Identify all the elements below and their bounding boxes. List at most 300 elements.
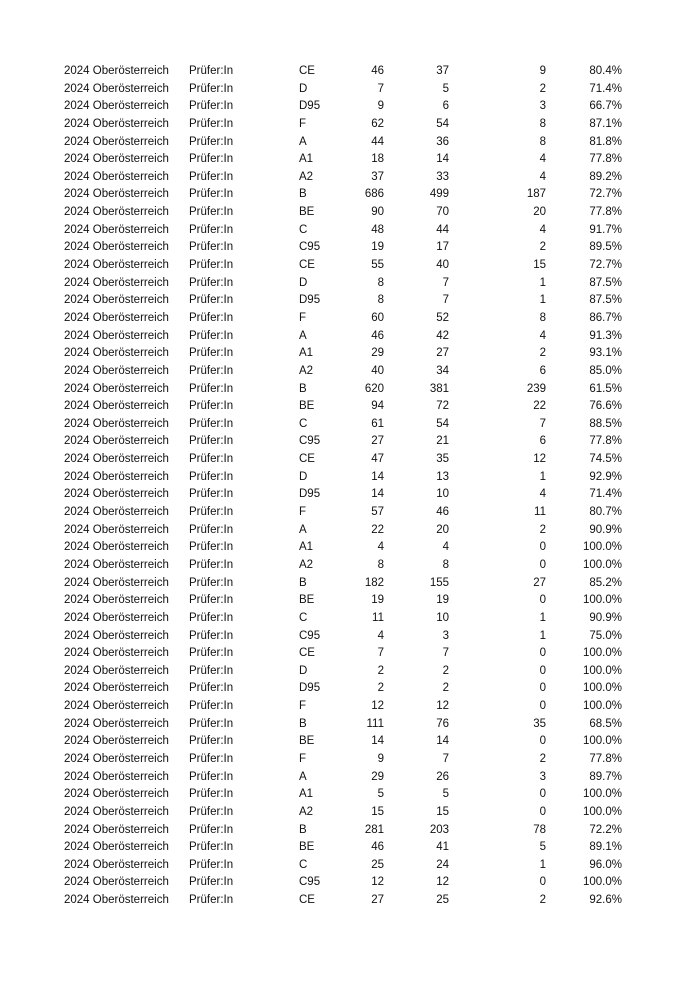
failed-count-cell: 6: [539, 364, 546, 377]
license-class-cell: F: [299, 700, 307, 713]
passed-count-cell: 40: [436, 259, 449, 272]
total-count-cell: 46: [371, 841, 384, 854]
year-region-cell: 2024 Oberösterreich: [64, 558, 169, 571]
failed-count-cell: 0: [539, 664, 546, 677]
pass-rate-cell: 100.0%: [582, 594, 622, 607]
pass-rate-cell: 80.7%: [589, 506, 622, 519]
total-count-cell: 281: [364, 823, 384, 836]
passed-count-cell: 7: [442, 294, 449, 307]
table-row: [64, 63, 624, 81]
failed-count-cell: 2: [539, 241, 546, 254]
failed-count-cell: 20: [533, 206, 546, 219]
pass-rate-cell: 76.6%: [589, 400, 622, 413]
failed-count-cell: 2: [539, 523, 546, 536]
year-region-cell: 2024 Oberösterreich: [64, 329, 169, 342]
pass-rate-cell: 72.7%: [589, 259, 622, 272]
license-class-cell: D: [299, 470, 308, 483]
license-class-cell: A2: [299, 558, 314, 571]
examiner-cell: Prüfer:In: [189, 241, 234, 254]
pass-rate-cell: 74.5%: [589, 453, 622, 466]
year-region-cell: 2024 Oberösterreich: [64, 241, 169, 254]
total-count-cell: 22: [371, 523, 384, 536]
table-row: [64, 169, 624, 187]
table-row: [64, 628, 624, 646]
total-count-cell: 47: [371, 453, 384, 466]
table-row: [64, 592, 624, 610]
failed-count-cell: 7: [539, 417, 546, 430]
failed-count-cell: 0: [539, 735, 546, 748]
year-region-cell: 2024 Oberösterreich: [64, 435, 169, 448]
table-row: [64, 381, 624, 399]
year-region-cell: 2024 Oberösterreich: [64, 65, 169, 77]
examiner-cell: Prüfer:In: [189, 664, 234, 677]
failed-count-cell: 0: [539, 788, 546, 801]
examiner-cell: Prüfer:In: [189, 770, 234, 783]
license-class-cell: A: [299, 329, 307, 342]
pass-rate-cell: 85.0%: [589, 364, 622, 377]
license-class-cell: A1: [299, 153, 314, 166]
pass-rate-cell: 91.7%: [589, 223, 622, 236]
table-row: [64, 81, 624, 99]
total-count-cell: 4: [377, 629, 384, 642]
examiner-cell: Prüfer:In: [189, 188, 234, 201]
pass-rate-cell: 87.5%: [589, 294, 622, 307]
year-region-cell: 2024 Oberösterreich: [64, 470, 169, 483]
pass-rate-cell: 90.9%: [589, 611, 622, 624]
passed-count-cell: 6: [442, 100, 449, 113]
total-count-cell: 29: [371, 770, 384, 783]
license-class-cell: BE: [299, 400, 315, 413]
license-class-cell: A2: [299, 364, 314, 377]
passed-count-cell: 37: [436, 65, 449, 77]
license-class-cell: BE: [299, 735, 315, 748]
pass-rate-cell: 100.0%: [582, 735, 622, 748]
total-count-cell: 182: [364, 576, 384, 589]
failed-count-cell: 4: [539, 223, 546, 236]
table-row: [64, 275, 624, 293]
table-row: [64, 257, 624, 275]
examiner-cell: Prüfer:In: [189, 629, 234, 642]
year-region-cell: 2024 Oberösterreich: [64, 841, 169, 854]
pass-rate-cell: 90.9%: [589, 523, 622, 536]
total-count-cell: 7: [377, 647, 384, 660]
examiner-cell: Prüfer:In: [189, 858, 234, 871]
examiner-cell: Prüfer:In: [189, 700, 234, 713]
year-region-cell: 2024 Oberösterreich: [64, 400, 169, 413]
passed-count-cell: 10: [436, 488, 449, 501]
table-row: [64, 98, 624, 116]
passed-count-cell: 12: [436, 700, 449, 713]
examiner-cell: Prüfer:In: [189, 135, 234, 148]
license-class-cell: A: [299, 135, 307, 148]
pass-rate-cell: 77.8%: [589, 206, 622, 219]
total-count-cell: 111: [366, 717, 384, 730]
passed-count-cell: 2: [442, 682, 449, 695]
license-class-cell: C: [299, 223, 308, 236]
year-region-cell: 2024 Oberösterreich: [64, 259, 169, 272]
license-class-cell: CE: [299, 894, 315, 907]
passed-count-cell: 54: [436, 117, 449, 130]
pass-rate-cell: 100.0%: [582, 541, 622, 554]
table-row: [64, 857, 624, 875]
table-row: [64, 292, 624, 310]
total-count-cell: 37: [371, 170, 384, 183]
table-row: [64, 398, 624, 416]
total-count-cell: 7: [377, 82, 384, 95]
table-row: [64, 345, 624, 363]
table-row: [64, 151, 624, 169]
examiner-cell: Prüfer:In: [189, 117, 234, 130]
license-class-cell: C: [299, 611, 308, 624]
passed-count-cell: 42: [436, 329, 449, 342]
pass-rate-cell: 88.5%: [589, 417, 622, 430]
license-class-cell: C95: [299, 629, 321, 642]
pass-rate-cell: 100.0%: [582, 682, 622, 695]
failed-count-cell: 3: [539, 770, 546, 783]
year-region-cell: 2024 Oberösterreich: [64, 541, 169, 554]
examiner-cell: Prüfer:In: [189, 82, 234, 95]
passed-count-cell: 13: [436, 470, 449, 483]
year-region-cell: 2024 Oberösterreich: [64, 294, 169, 307]
year-region-cell: 2024 Oberösterreich: [64, 135, 169, 148]
pass-rate-cell: 72.7%: [589, 188, 622, 201]
year-region-cell: 2024 Oberösterreich: [64, 506, 169, 519]
year-region-cell: 2024 Oberösterreich: [64, 700, 169, 713]
total-count-cell: 8: [377, 294, 384, 307]
pass-rate-cell: 61.5%: [589, 382, 622, 395]
total-count-cell: 62: [371, 117, 384, 130]
table-row: [64, 451, 624, 469]
year-region-cell: 2024 Oberösterreich: [64, 858, 169, 871]
pass-rate-cell: 86.7%: [589, 311, 622, 324]
examiner-cell: Prüfer:In: [189, 453, 234, 466]
year-region-cell: 2024 Oberösterreich: [64, 805, 169, 818]
license-class-cell: A2: [299, 170, 314, 183]
failed-count-cell: 12: [533, 453, 546, 466]
examiner-cell: Prüfer:In: [189, 541, 234, 554]
table-row: [64, 469, 624, 487]
examiner-cell: Prüfer:In: [189, 259, 234, 272]
year-region-cell: 2024 Oberösterreich: [64, 488, 169, 501]
failed-count-cell: 3: [539, 100, 546, 113]
total-count-cell: 27: [371, 435, 384, 448]
pass-rate-cell: 100.0%: [582, 700, 622, 713]
failed-count-cell: 1: [539, 858, 546, 871]
passed-count-cell: 20: [436, 523, 449, 536]
passed-count-cell: 34: [436, 364, 449, 377]
table-row: [64, 186, 624, 204]
passed-count-cell: 2: [442, 664, 449, 677]
year-region-cell: 2024 Oberösterreich: [64, 770, 169, 783]
pass-rate-cell: 93.1%: [589, 347, 622, 360]
license-class-cell: C: [299, 858, 308, 871]
table-row: [64, 310, 624, 328]
table-row: [64, 610, 624, 628]
license-class-cell: A1: [299, 788, 314, 801]
total-count-cell: 11: [372, 611, 384, 624]
passed-count-cell: 14: [436, 153, 449, 166]
failed-count-cell: 239: [526, 382, 546, 395]
year-region-cell: 2024 Oberösterreich: [64, 82, 169, 95]
table-row: [64, 786, 624, 804]
total-count-cell: 8: [377, 558, 384, 571]
passed-count-cell: 155: [429, 576, 449, 589]
total-count-cell: 2: [377, 682, 384, 695]
table-row: [64, 892, 624, 910]
examiner-cell: Prüfer:In: [189, 876, 234, 889]
passed-count-cell: 14: [436, 735, 449, 748]
year-region-cell: 2024 Oberösterreich: [64, 647, 169, 660]
year-region-cell: 2024 Oberösterreich: [64, 664, 169, 677]
passed-count-cell: 36: [436, 135, 449, 148]
total-count-cell: 14: [371, 488, 384, 501]
year-region-cell: 2024 Oberösterreich: [64, 276, 169, 289]
table-row: [64, 557, 624, 575]
failed-count-cell: 4: [539, 170, 546, 183]
total-count-cell: 61: [371, 417, 384, 430]
license-class-cell: CE: [299, 647, 315, 660]
license-class-cell: D95: [299, 488, 321, 501]
license-class-cell: B: [299, 823, 307, 836]
pass-rate-cell: 81.8%: [589, 135, 622, 148]
passed-count-cell: 17: [436, 241, 449, 254]
examiner-cell: Prüfer:In: [189, 294, 234, 307]
passed-count-cell: 8: [442, 558, 449, 571]
table-row: [64, 486, 624, 504]
pass-rate-cell: 87.5%: [589, 276, 622, 289]
total-count-cell: 55: [371, 259, 384, 272]
license-class-cell: B: [299, 382, 307, 395]
failed-count-cell: 8: [539, 117, 546, 130]
total-count-cell: 46: [371, 65, 384, 77]
passed-count-cell: 7: [442, 647, 449, 660]
total-count-cell: 46: [371, 329, 384, 342]
passed-count-cell: 27: [436, 347, 449, 360]
passed-count-cell: 33: [436, 170, 449, 183]
pass-rate-cell: 75.0%: [589, 629, 622, 642]
year-region-cell: 2024 Oberösterreich: [64, 153, 169, 166]
failed-count-cell: 187: [526, 188, 546, 201]
year-region-cell: 2024 Oberösterreich: [64, 453, 169, 466]
year-region-cell: 2024 Oberösterreich: [64, 717, 169, 730]
examiner-cell: Prüfer:In: [189, 594, 234, 607]
examiner-cell: Prüfer:In: [189, 364, 234, 377]
passed-count-cell: 44: [436, 223, 449, 236]
pass-rate-cell: 96.0%: [589, 858, 622, 871]
examiner-cell: Prüfer:In: [189, 206, 234, 219]
failed-count-cell: 0: [539, 805, 546, 818]
failed-count-cell: 15: [533, 259, 546, 272]
license-class-cell: F: [299, 506, 307, 519]
license-class-cell: C95: [299, 241, 321, 254]
pass-rate-cell: 72.2%: [589, 823, 622, 836]
examiner-cell: Prüfer:In: [189, 823, 234, 836]
license-class-cell: CE: [299, 259, 315, 272]
passed-count-cell: 46: [436, 506, 449, 519]
pass-rate-cell: 77.8%: [589, 435, 622, 448]
passed-count-cell: 499: [429, 188, 449, 201]
passed-count-cell: 5: [442, 788, 449, 801]
failed-count-cell: 5: [539, 841, 546, 854]
passed-count-cell: 25: [436, 894, 449, 907]
passed-count-cell: 26: [436, 770, 449, 783]
license-class-cell: C95: [299, 876, 321, 889]
total-count-cell: 4: [377, 541, 384, 554]
license-class-cell: C95: [299, 435, 321, 448]
license-class-cell: A: [299, 770, 307, 783]
failed-count-cell: 1: [539, 629, 546, 642]
license-class-cell: F: [299, 752, 307, 765]
table-row: [64, 222, 624, 240]
license-class-cell: B: [299, 188, 307, 201]
year-region-cell: 2024 Oberösterreich: [64, 682, 169, 695]
examiner-cell: Prüfer:In: [189, 506, 234, 519]
year-region-cell: 2024 Oberösterreich: [64, 823, 169, 836]
failed-count-cell: 22: [533, 400, 546, 413]
license-class-cell: C: [299, 417, 308, 430]
year-region-cell: 2024 Oberösterreich: [64, 576, 169, 589]
table-row: [64, 522, 624, 540]
year-region-cell: 2024 Oberösterreich: [64, 170, 169, 183]
examiner-cell: Prüfer:In: [189, 170, 234, 183]
pass-rate-cell: 100.0%: [582, 805, 622, 818]
table-row: [64, 504, 624, 522]
examiner-cell: Prüfer:In: [189, 611, 234, 624]
pass-rate-cell: 66.7%: [589, 100, 622, 113]
license-class-cell: D95: [299, 294, 321, 307]
failed-count-cell: 78: [533, 823, 546, 836]
examiner-cell: Prüfer:In: [189, 65, 234, 77]
examiner-cell: Prüfer:In: [189, 558, 234, 571]
failed-count-cell: 1: [539, 294, 546, 307]
failed-count-cell: 35: [533, 717, 546, 730]
table-row: [64, 751, 624, 769]
license-class-cell: CE: [299, 453, 315, 466]
failed-count-cell: 0: [539, 682, 546, 695]
failed-count-cell: 1: [539, 276, 546, 289]
total-count-cell: 12: [371, 876, 384, 889]
table-row: [64, 116, 624, 134]
passed-count-cell: 7: [442, 752, 449, 765]
table-row: [64, 539, 624, 557]
total-count-cell: 15: [371, 805, 384, 818]
total-count-cell: 19: [371, 594, 384, 607]
table-row: [64, 822, 624, 840]
failed-count-cell: 11: [534, 506, 546, 519]
examiner-cell: Prüfer:In: [189, 841, 234, 854]
year-region-cell: 2024 Oberösterreich: [64, 752, 169, 765]
table-row: [64, 769, 624, 787]
pass-rate-cell: 71.4%: [589, 488, 622, 501]
pass-rate-cell: 100.0%: [582, 788, 622, 801]
examiner-cell: Prüfer:In: [189, 417, 234, 430]
total-count-cell: 8: [377, 276, 384, 289]
failed-count-cell: 4: [539, 153, 546, 166]
table-row: [64, 698, 624, 716]
table-row: [64, 363, 624, 381]
total-count-cell: 94: [371, 400, 384, 413]
total-count-cell: 25: [371, 858, 384, 871]
examiner-cell: Prüfer:In: [189, 347, 234, 360]
total-count-cell: 620: [364, 382, 384, 395]
pass-rate-cell: 89.1%: [589, 841, 622, 854]
total-count-cell: 14: [371, 470, 384, 483]
examiner-cell: Prüfer:In: [189, 488, 234, 501]
passed-count-cell: 19: [436, 594, 449, 607]
license-class-cell: D: [299, 664, 308, 677]
examiner-cell: Prüfer:In: [189, 400, 234, 413]
failed-count-cell: 9: [539, 65, 546, 77]
license-class-cell: F: [299, 311, 307, 324]
passed-count-cell: 203: [429, 823, 449, 836]
failed-count-cell: 0: [539, 647, 546, 660]
passed-count-cell: 4: [442, 541, 449, 554]
table-row: [64, 733, 624, 751]
license-class-cell: B: [299, 717, 307, 730]
year-region-cell: 2024 Oberösterreich: [64, 347, 169, 360]
failed-count-cell: 2: [539, 347, 546, 360]
pass-rate-cell: 71.4%: [589, 82, 622, 95]
failed-count-cell: 4: [539, 488, 546, 501]
license-class-cell: CE: [299, 65, 315, 77]
pass-rate-cell: 89.5%: [589, 241, 622, 254]
table-row: [64, 645, 624, 663]
data-table: [64, 63, 624, 910]
license-class-cell: D: [299, 82, 308, 95]
total-count-cell: 2: [377, 664, 384, 677]
pass-rate-cell: 68.5%: [589, 717, 622, 730]
passed-count-cell: 21: [436, 435, 449, 448]
pass-rate-cell: 92.6%: [589, 894, 622, 907]
pass-rate-cell: 100.0%: [582, 647, 622, 660]
failed-count-cell: 4: [539, 329, 546, 342]
total-count-cell: 27: [371, 894, 384, 907]
year-region-cell: 2024 Oberösterreich: [64, 523, 169, 536]
failed-count-cell: 2: [539, 752, 546, 765]
failed-count-cell: 27: [533, 576, 546, 589]
total-count-cell: 5: [377, 788, 384, 801]
table-row: [64, 433, 624, 451]
examiner-cell: Prüfer:In: [189, 523, 234, 536]
license-class-cell: A1: [299, 347, 314, 360]
table-row: [64, 204, 624, 222]
license-class-cell: BE: [299, 206, 315, 219]
pass-rate-cell: 92.9%: [589, 470, 622, 483]
examiner-cell: Prüfer:In: [189, 576, 234, 589]
passed-count-cell: 54: [436, 417, 449, 430]
examiner-cell: Prüfer:In: [189, 223, 234, 236]
year-region-cell: 2024 Oberösterreich: [64, 735, 169, 748]
examiner-cell: Prüfer:In: [189, 682, 234, 695]
total-count-cell: 9: [377, 100, 384, 113]
year-region-cell: 2024 Oberösterreich: [64, 894, 169, 907]
license-class-cell: D95: [299, 100, 321, 113]
table-row: [64, 804, 624, 822]
pass-rate-cell: 89.2%: [589, 170, 622, 183]
table-row: [64, 874, 624, 892]
failed-count-cell: 1: [539, 470, 546, 483]
pass-rate-cell: 91.3%: [589, 329, 622, 342]
year-region-cell: 2024 Oberösterreich: [64, 876, 169, 889]
failed-count-cell: 0: [539, 558, 546, 571]
pass-rate-cell: 87.1%: [589, 117, 622, 130]
passed-count-cell: 381: [429, 382, 449, 395]
passed-count-cell: 70: [436, 206, 449, 219]
total-count-cell: 14: [371, 735, 384, 748]
license-class-cell: BE: [299, 594, 315, 607]
year-region-cell: 2024 Oberösterreich: [64, 629, 169, 642]
year-region-cell: 2024 Oberösterreich: [64, 417, 169, 430]
